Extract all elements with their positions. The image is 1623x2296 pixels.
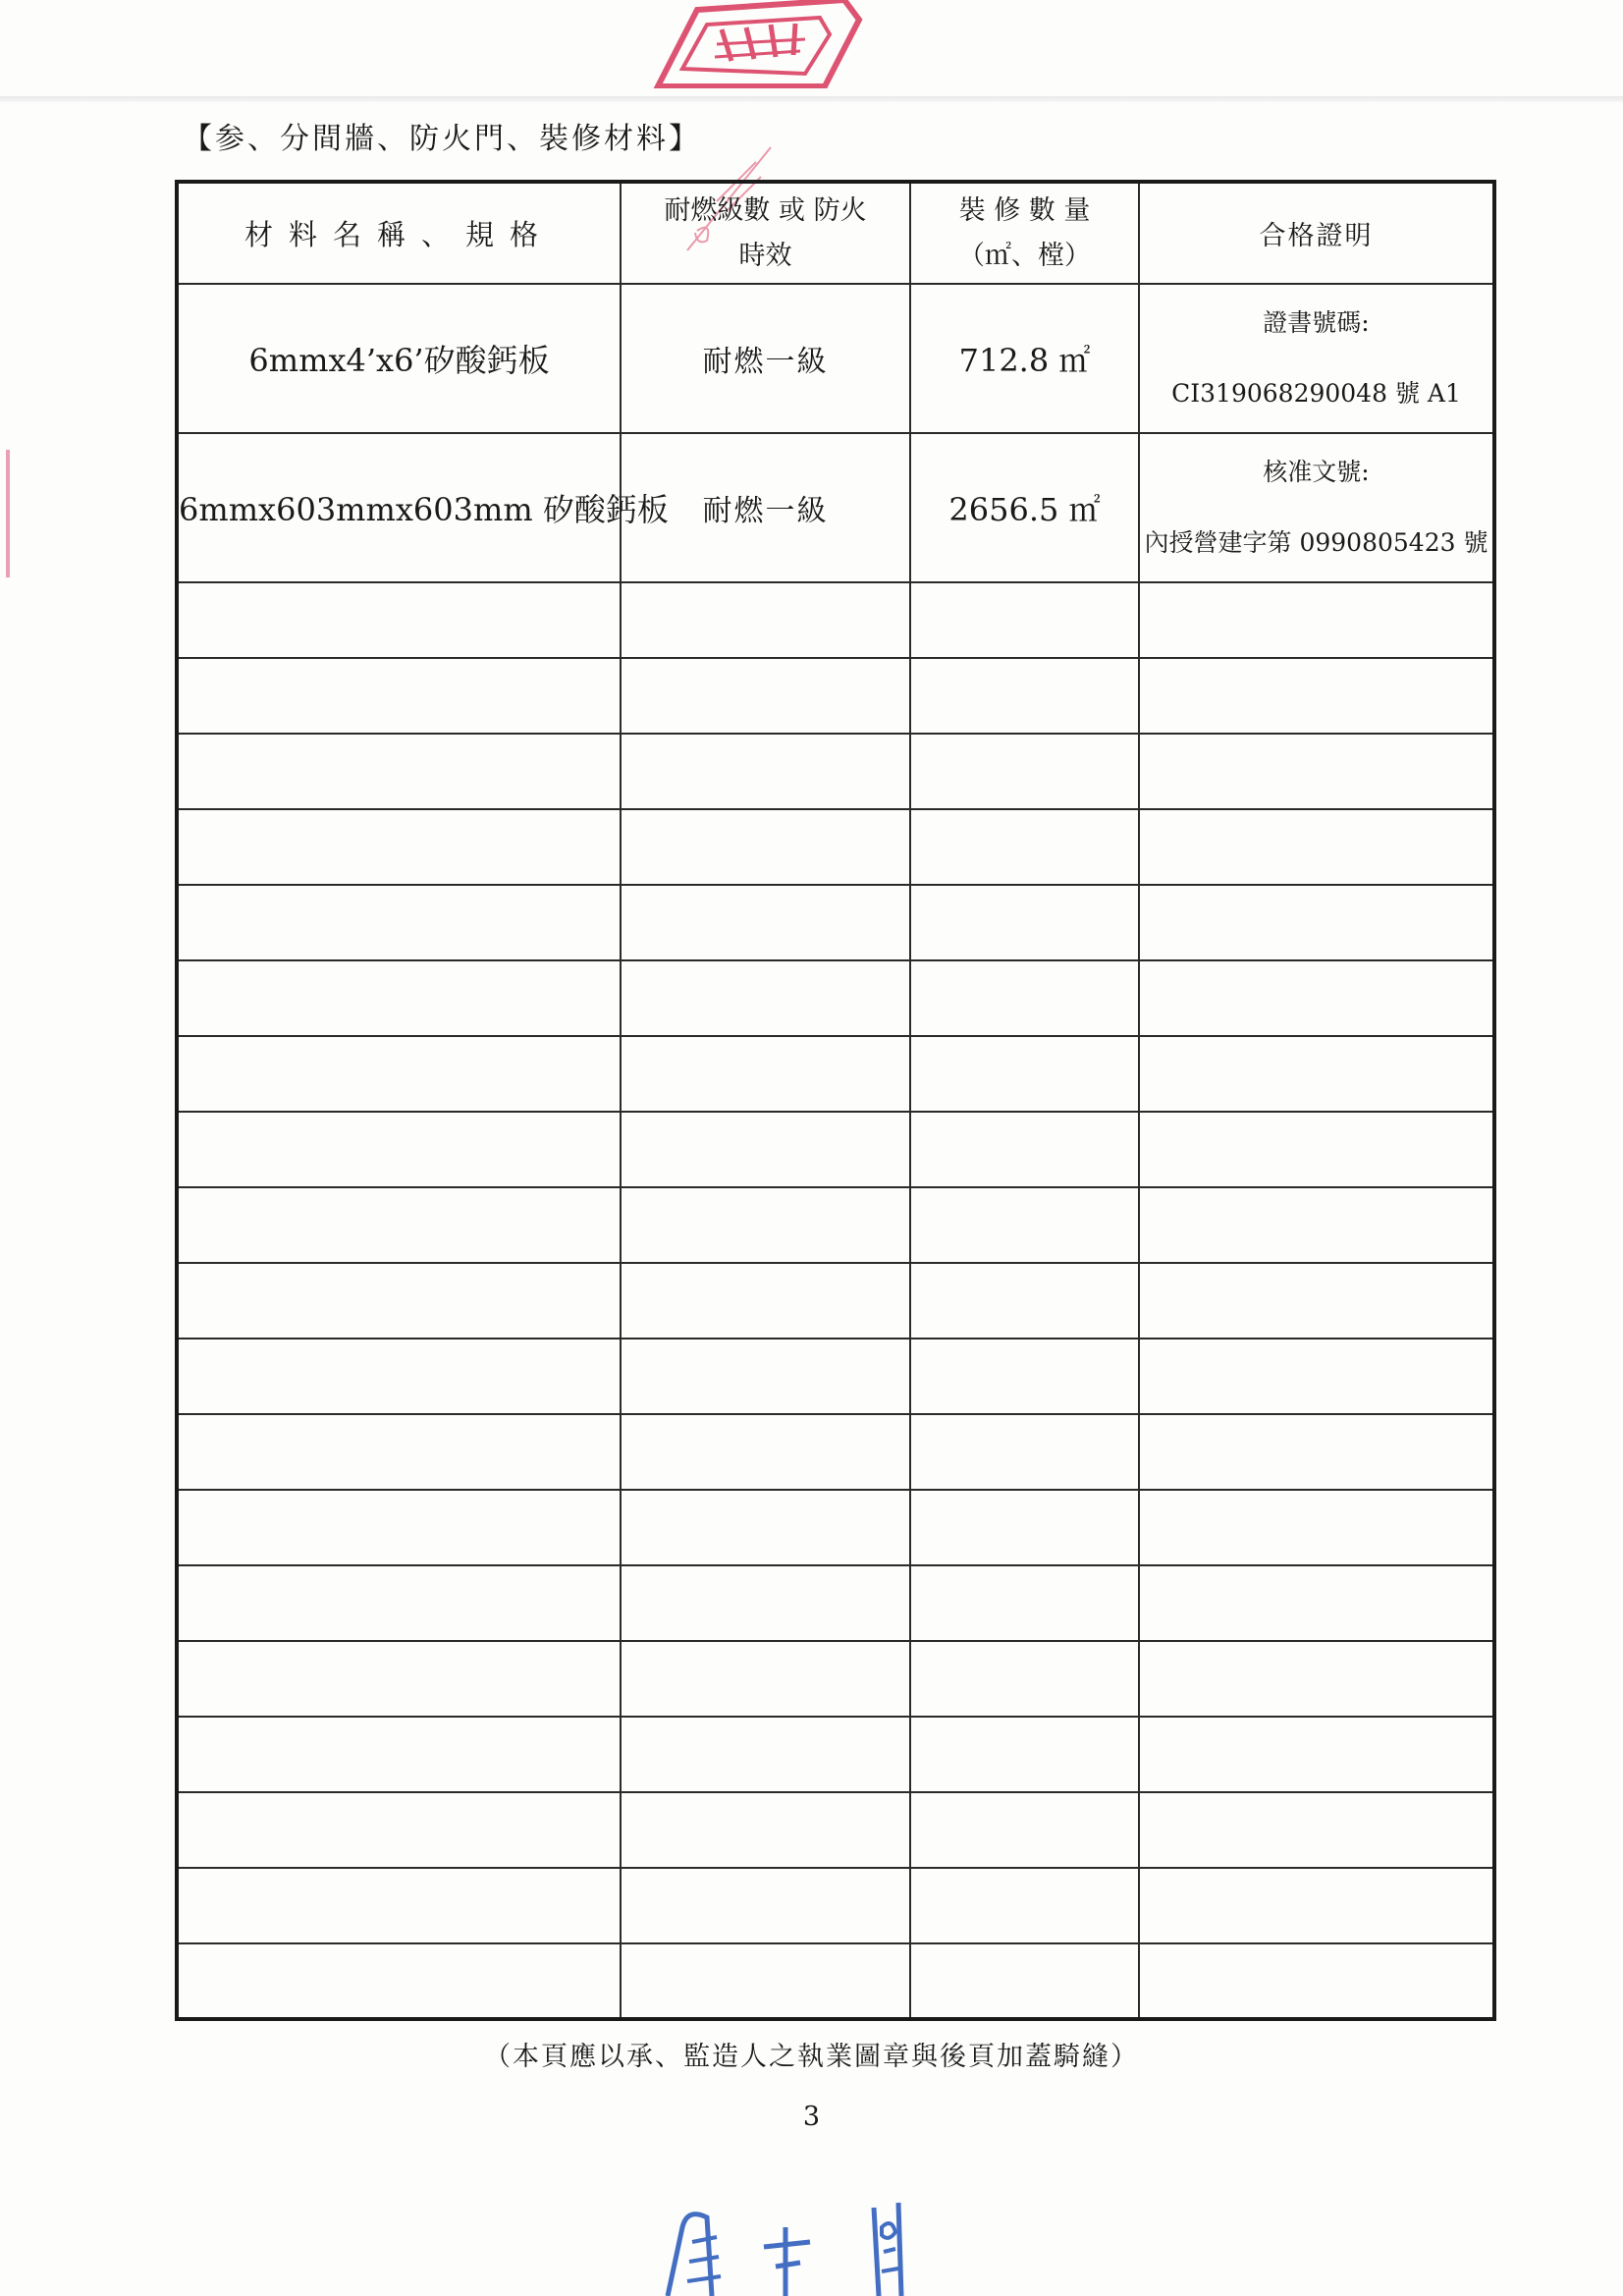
blank-table-row xyxy=(177,1792,1494,1868)
header-material-name: 材料名稱、規格 xyxy=(177,182,621,284)
blank-table-row xyxy=(177,1868,1494,1943)
section-title: 【参、分間牆、防火門、裝修材料】 xyxy=(183,122,701,156)
blank-table-row xyxy=(177,885,1494,960)
blue-seal-stamp-bottom xyxy=(638,2188,933,2296)
certificate-cell xyxy=(1139,433,1494,582)
material-name-cell: 6mmx603mmx603mm 矽酸鈣板 xyxy=(177,433,621,582)
table-header-row xyxy=(177,182,1494,284)
blank-table-row xyxy=(177,734,1494,809)
header-quantity-line1: 裝 修 數 量 xyxy=(958,194,1091,226)
table-row xyxy=(177,284,1494,433)
blank-table-row xyxy=(177,1943,1494,2019)
certificate-label: 證書號碼: xyxy=(1263,308,1370,337)
blank-table-row xyxy=(177,1187,1494,1263)
blank-table-row xyxy=(177,1112,1494,1187)
blank-table-row xyxy=(177,1339,1494,1414)
fire-rating-cell: 耐燃一級 xyxy=(621,433,910,582)
scan-margin-mark xyxy=(6,450,10,577)
header-quantity-line2: （㎡、樘） xyxy=(958,240,1091,271)
fire-rating-cell: 耐燃一級 xyxy=(621,284,910,433)
approval-label: 核准文號: xyxy=(1263,458,1370,486)
header-fire-rating-line2: 時效 xyxy=(738,240,792,271)
certificate-cell xyxy=(1139,284,1494,433)
blank-table-row xyxy=(177,582,1494,658)
header-certificate: 合格證明 xyxy=(1139,182,1494,284)
red-seal-stamp-top xyxy=(638,0,864,88)
blank-table-row xyxy=(177,1036,1494,1112)
blank-table-row xyxy=(177,1717,1494,1792)
blank-table-row xyxy=(177,1565,1494,1641)
header-fire-rating xyxy=(621,182,910,284)
approval-number: 內授營建字第 0990805423 號 xyxy=(1144,528,1488,557)
scan-edge-line xyxy=(0,96,1623,102)
header-fire-rating-line1: 耐燃級數 或 防火 xyxy=(664,194,867,226)
quantity-cell: 2656.5 ㎡ xyxy=(910,433,1139,582)
quantity-cell: 712.8 ㎡ xyxy=(910,284,1139,433)
blank-table-row xyxy=(177,809,1494,885)
table-row xyxy=(177,433,1494,582)
material-name-cell: 6mmx4’x6’矽酸鈣板 xyxy=(177,284,621,433)
certificate-number: CI319068290048 號 A1 xyxy=(1171,379,1461,408)
header-quantity xyxy=(910,182,1139,284)
page-number: 3 xyxy=(802,2102,821,2132)
footer-note: （本頁應以承、監造人之執業圖章與後頁加蓋騎縫） xyxy=(484,2042,1139,2072)
blank-table-row xyxy=(177,960,1494,1036)
blank-table-row xyxy=(177,1490,1494,1565)
blank-table-row xyxy=(177,1641,1494,1717)
blank-table-row xyxy=(177,1263,1494,1339)
material-table xyxy=(175,180,1496,2021)
blank-table-row xyxy=(177,1414,1494,1490)
blank-table-row xyxy=(177,658,1494,734)
